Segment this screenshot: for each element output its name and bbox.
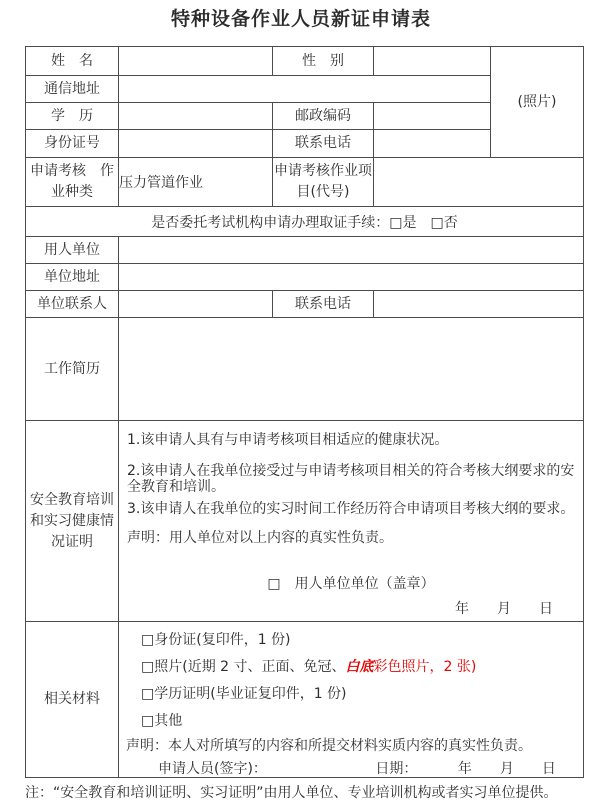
safety-section-content [119,421,584,622]
sign-date-label: 日期： [375,761,418,777]
material-checkbox-photo[interactable] [141,659,583,675]
materials-statement: 声明：本人对所填写的内容和所提交材料实质内容的真实性负责。 [126,738,532,754]
safety-item-3: 3.该申请人在我单位的实习时间工作经历符合申请项目考核大纲的要求。 [127,500,575,517]
photo-requirement-highlight: 白底 [345,659,374,675]
applicant-sign-label[interactable]: 申请人员(签字)： [158,761,267,777]
employer-unit-input-cell[interactable] [119,237,584,264]
unit-contact-label: 单位联系人 [26,291,119,318]
safety-statement: 声明：用人单位对以上内容的真实性负责。 [127,529,393,546]
exam-project-label: 申请考核作业项目(代号) [273,158,374,207]
exam-project-input-cell[interactable] [374,158,584,207]
safety-item-1: 1.该申请人具有与申请考核项目相适应的健康状况。 [127,431,449,448]
address-label: 通信地址 [26,76,119,103]
postal-input-cell[interactable] [374,103,491,130]
employer-address-input-cell[interactable] [119,264,584,291]
safety-section-label: 安全教育培训和实习健康情况证明 [26,421,119,622]
materials-section-label: 相关材料 [26,622,119,778]
exam-type-label: 申请考核 作业种类 [26,158,119,207]
photo-placeholder-cell: (照片) [491,47,584,158]
name-input-cell[interactable] [119,47,273,76]
page-title: 特种设备作业人员新证申请表 [170,8,431,30]
education-input-cell[interactable] [119,103,273,130]
applicant-signature-line [119,761,583,777]
id-number-label: 身份证号 [26,130,119,158]
address-input-cell[interactable] [119,76,491,103]
safety-date-line[interactable]: 年 月 日 [455,600,553,617]
employer-address-label: 单位地址 [26,264,119,291]
exam-type-value: 压力管道作业 [119,158,273,207]
photo-requirement-text: □照片(近期 2 寸、正面、免冠、 [141,659,346,675]
id-number-input-cell[interactable] [119,130,273,158]
gender-input-cell[interactable] [374,47,491,76]
education-label: 学 历 [26,103,119,130]
work-history-input-cell[interactable] [119,318,584,421]
photo-requirement-red-text: 彩色照片，2 张) [373,659,477,675]
gender-label: 性 别 [273,47,374,76]
contact-phone-label: 联系电话 [273,291,374,318]
work-history-label: 工作简历 [26,318,119,421]
material-checkbox-id-card[interactable]: □身份证(复印件，1 份) [141,632,291,648]
safety-item-2: 2.该申请人在我单位接受过与申请考核项目相关的符合考核大纲要求的安全教育和培训。 [127,462,575,495]
phone-label: 联系电话 [273,130,374,158]
employer-seal-checkbox-line[interactable]: □ 用人单位单位（盖章） [267,575,435,592]
unit-contact-input-cell[interactable] [119,291,273,318]
material-checkbox-education-cert[interactable]: □学历证明(毕业证复印件，1 份) [141,686,347,702]
name-label: 姓 名 [26,47,119,76]
postal-label: 邮政编码 [273,103,374,130]
sign-date-ymd[interactable]: 年 月 日 [457,761,556,777]
contact-phone-input-cell[interactable] [374,291,584,318]
employer-unit-label: 用人单位 [26,237,119,264]
phone-input-cell[interactable] [374,130,491,158]
materials-section-content [119,622,584,778]
application-form-table [25,46,584,778]
footnote: 注：“安全教育和培训证明、实习证明”由用人单位、专业培训机构或者实习单位提供。 [25,785,558,801]
delegate-checkbox-line[interactable]: 是否委托考试机构申请办理取证手续：□是 □否 [26,207,584,237]
material-checkbox-other[interactable]: □其他 [141,713,183,729]
